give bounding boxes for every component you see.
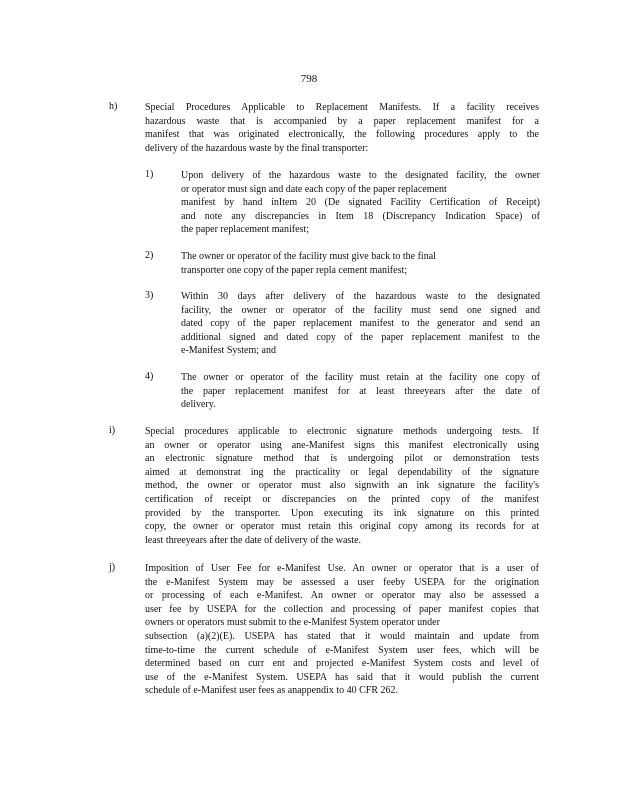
text-line: The owner or operator of the facility must give back to the final bbox=[181, 251, 436, 262]
text-line: or processing of each e-Manifest. An owner or operator may also be assessed a bbox=[145, 590, 539, 602]
text-line: Special Procedures Applicable to Replacement Manifests. If a facility receives bbox=[145, 102, 539, 113]
text-line: an owner or operator using ane-Manifest signs this manifest electronically using bbox=[145, 439, 539, 451]
text-line: user fee by USEPA for the collection and processing of paper manifest copies that bbox=[145, 603, 539, 615]
subitem-2-text bbox=[181, 250, 540, 277]
text-line: facility, the owner or operator of the facility must send one signed and bbox=[181, 304, 540, 316]
item-label-j: j) bbox=[109, 562, 116, 573]
text-line: delivery. bbox=[181, 399, 216, 411]
subitem-label-1: 1) bbox=[145, 169, 154, 180]
text-line: e-Manifest System; and bbox=[181, 345, 276, 357]
text-line: use of the e-Manifest System. USEPA has said that it would publish the current bbox=[145, 671, 539, 683]
text-line: transporter one copy of the paper repla cement manifest; bbox=[181, 264, 408, 276]
text-line: Within 30 days after delivery of the hazardous waste to the designated bbox=[181, 291, 540, 302]
text-line: method, the owner or operator must also signwith an ink signature the facility's bbox=[145, 480, 539, 492]
subitem-3-text bbox=[181, 290, 540, 358]
text-line: owners or operators must submit to the e-Manifest System operator under bbox=[145, 617, 440, 629]
paragraph-h-text bbox=[145, 101, 539, 155]
text-line: Imposition of User Fee for e-Manifest Use. An owner or operator that is a user of bbox=[145, 563, 539, 574]
page-number: 798 bbox=[300, 73, 318, 85]
item-label-h: h) bbox=[109, 101, 118, 112]
text-line: manifest by hand inItem 20 (De signated Facility Certification of Receipt) bbox=[181, 197, 540, 209]
text-line: additional signed and dated copy of the paper replacement manifest to the bbox=[181, 331, 540, 343]
text-line: dated copy of the paper replacement manifest to the generator and send an bbox=[181, 318, 540, 330]
text-line: subsection (a)(2)(E). USEPA has stated that it would maintain and update from bbox=[145, 630, 539, 642]
paragraph-h bbox=[109, 101, 539, 155]
text-line: provided by the transporter. Upon executing its ink signature on this printed bbox=[145, 507, 539, 519]
paragraph-i-text bbox=[145, 425, 539, 547]
text-line: delivery of the hazardous waste by the final transporter: bbox=[145, 142, 369, 154]
text-line: or operator must sign and date each copy of the paper replacement bbox=[181, 183, 447, 195]
text-line: manifest that was originated electronically, the following procedures apply to the bbox=[145, 129, 539, 141]
subitem-label-2: 2) bbox=[145, 250, 154, 261]
text-line: the paper replacement manifest; bbox=[181, 224, 309, 236]
text-line: the e-Manifest System may be assessed a user feeby USEPA for the origination bbox=[145, 576, 539, 588]
text-line: and note any discrepancies in Item 18 (Discrepancy Indication Space) of bbox=[181, 210, 540, 222]
text-line: The owner or operator of the facility must retain at the facility one copy of bbox=[181, 372, 540, 383]
subitem-h-1 bbox=[145, 169, 540, 237]
subitem-h-4 bbox=[145, 371, 540, 412]
text-line: determined based on curr ent and projected e-Manifest System costs and level of bbox=[145, 658, 539, 670]
subitem-h-3 bbox=[145, 290, 540, 358]
text-line: an electronic signature method that is undergoing pilot or demonstration tests bbox=[145, 453, 539, 465]
text-line: copy, the owner or operator must retain this original copy among its records for at bbox=[145, 521, 539, 533]
subitem-label-4: 4) bbox=[145, 371, 154, 382]
text-line: Special procedures applicable to electronic signature methods undergoing tests. If bbox=[145, 426, 539, 437]
text-line: schedule of e-Manifest user fees as anappendix to 40 CFR 262. bbox=[145, 685, 398, 697]
text-line: certification of receipt or discrepancies on the printed copy of the manifest bbox=[145, 493, 539, 505]
paragraph-j-text bbox=[145, 562, 539, 698]
subitem-h-2 bbox=[145, 250, 540, 277]
subitem-1-text bbox=[181, 169, 540, 237]
text-line: Upon delivery of the hazardous waste to the designated facility, the owner bbox=[181, 170, 540, 181]
text-line: the paper replacement manifest for at least threeyears after the date of bbox=[181, 385, 540, 397]
paragraph-i bbox=[109, 425, 539, 547]
paragraph-j bbox=[109, 562, 539, 698]
item-label-i: i) bbox=[109, 425, 116, 436]
text-line: least threeyears after the date of delivery of the waste. bbox=[145, 534, 362, 546]
subitem-label-3: 3) bbox=[145, 290, 154, 301]
subitem-4-text bbox=[181, 371, 540, 412]
text-line: aimed at demonstrat ing the practicality or legal dependability of the signature bbox=[145, 466, 539, 478]
text-line: time-to-time the current schedule of e-Manifest System user fees, which will be bbox=[145, 644, 539, 656]
text-line: hazardous waste that is accompanied by a paper replacement manifest for a bbox=[145, 115, 539, 127]
